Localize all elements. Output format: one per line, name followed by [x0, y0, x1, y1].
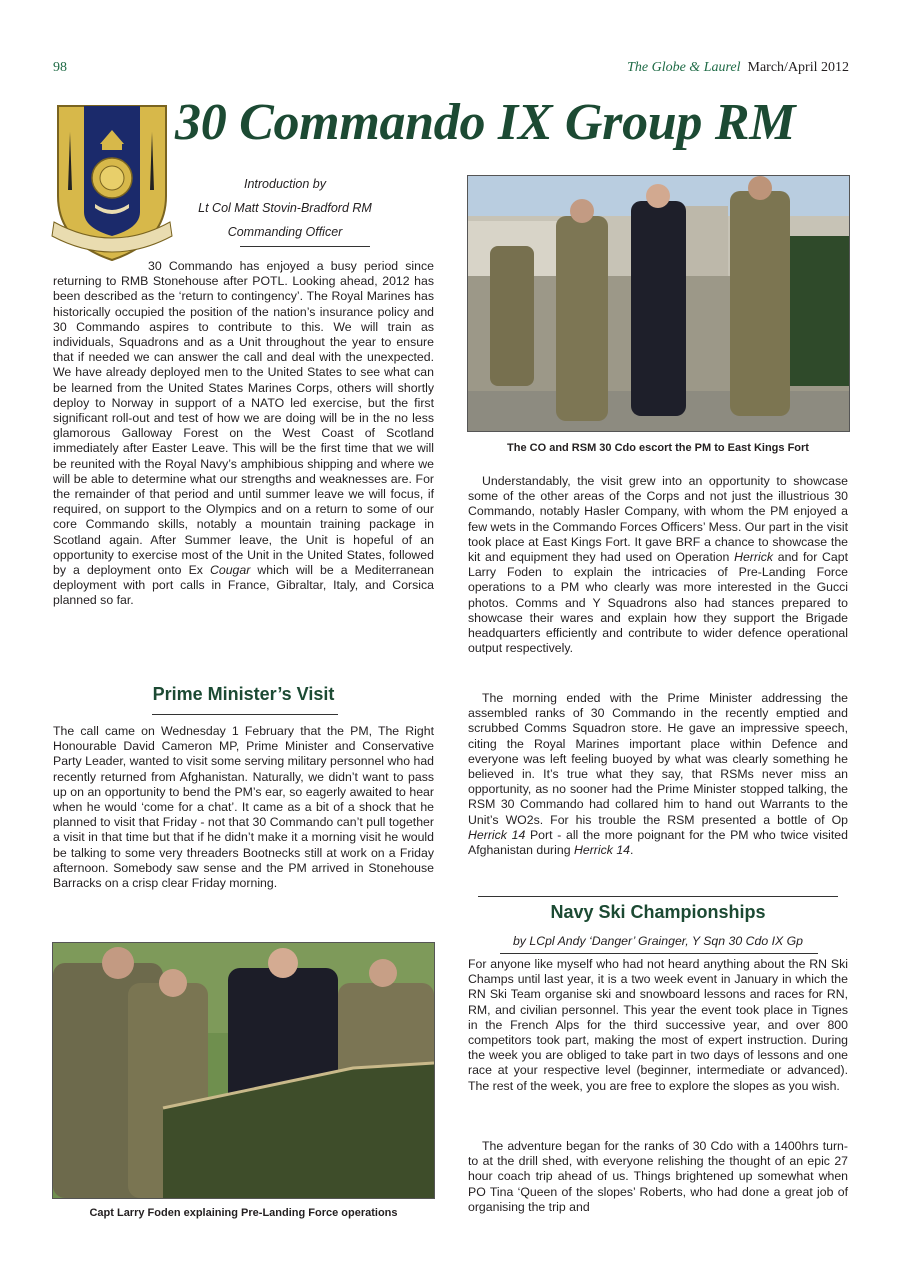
visit-text-a: Understandably, the visit grew into an opportunity to showcase some of the other areas of the Corps and not just the illustrious 30 Commando, notably Hasler Company, with whom the PM enjoyed a few wets in the Commando Forces Officers’ Mess. Our part in the visit took place at East Kings Fort. It gave BRF a chance to showcase the kit and equipment they had used on Operation: [468, 474, 848, 565]
intro-author: Lt Col Matt Stovin-Bradford RM: [198, 201, 372, 215]
speech-text-c: .: [630, 843, 634, 858]
photo-caption: The CO and RSM 30 Cdo escort the PM to East Kings Fort: [507, 442, 809, 454]
intro-text: 30 Commando has enjoyed a busy period since returning to RMB Stonehouse after POTL. Looking ahead, 2012 has been described as the ‘return to contingency’. The Royal Marines has historically occupied the position of the nation’s insurance policy and 30 Commando aspires to contribute to this. We will train as individuals, Squadrons and as a Unit throughout the year to ensure that if needed we can answer the call and deal with the unexpected. We have already deployed men to the United States to see what can be learned from the United States Marines Corps, others will shortly deploy to Norway in support of a NATO led exercise, but the first significant roll-out and test of how we are doing will be in the no less glamorous Galloway Forest on the West Coast of Scotland immediately after Easter Leave. This will be the first time that we will be reunited with the Royal Navy’s amphibious shipping and where we will be able to determine what our strengths and weaknesses are. For the remainder of that period and until summer leave we will focus, if required, on support to the Olympics and on a return to some of our core Commando skills, notably a mountain training package in Scotland again. After Summer leave, the Unit is hopeful of an opportunity to exercise most of the Unit in the United States, followed by a deployment onto Ex: [53, 259, 434, 578]
publication-name: The Globe & Laurel: [627, 60, 741, 75]
running-header: [627, 60, 849, 76]
pm-heading-divider: [152, 714, 338, 715]
issue-date: March/April 2012: [747, 60, 849, 75]
section-heading-pm-visit: Prime Minister’s Visit: [152, 684, 335, 704]
photo-caption: Capt Larry Foden explaining Pre-Landing Force operations: [89, 1207, 398, 1219]
intro-role: Commanding Officer: [227, 225, 343, 239]
intro-line-1: Introduction by: [244, 177, 326, 191]
exercise-name: Cougar: [210, 563, 251, 578]
intro-paragraph: [53, 259, 434, 609]
speech-text-b: Port - all the more poignant for the PM who twice visited Afghanistan during: [468, 827, 848, 858]
visit-paragraph: [468, 474, 848, 656]
section-divider: [478, 896, 838, 897]
intro-divider: [240, 246, 370, 247]
pm-paragraph: The call came on Wednesday 1 February that the PM, The Right Honourable David Cameron MP, Prime Minister and Conservative Party Leader, wanted to visit some serving military personnel who had recently returned from Afghanistan. Naturally, we didn’t want to pass up on an opportunity to bend the PM’s ear, so eagerly awaited to hear when he would ‘come for a chat’. It came as a bit of a shock that he planned to visit that Friday - not that 30 Commando can’t pull together a visit in that time but that if he didn’t make it a morning visit he would be talking to some very threaders Bootnecks still at work on a Friday afternoon. Somebody saw sense and the PM arrived in Stonehouse Barracks on a crisp clear Friday morning.: [53, 724, 434, 891]
photo-pm-escort: [467, 175, 850, 432]
visit-text-b: and for Capt Larry Foden to explain the intricacies of Pre-Landing Force operations to a PM who clearly was more interested in the Gucci photos. Comms and Y Squadrons also had stances prepared to showcase their wares and explain how they support the Brigade headquarters efficiently and contribute to wider defence operational output respectively.: [468, 550, 848, 656]
byline-divider: [500, 953, 818, 954]
photo-pre-landing-briefing: [52, 942, 435, 1199]
operation-name: Herrick 14: [573, 843, 631, 858]
royal-marines-crest-icon: [50, 104, 174, 264]
introduction-credit: [190, 172, 380, 244]
intro-tail: which will be a Mediterranean deployment with port calls in France, Gibraltar, Italy, and Corsica planned so far.: [53, 563, 434, 608]
operation-name: Herrick: [734, 550, 774, 565]
ski-paragraph-1: For anyone like myself who had not heard anything about the RN Ski Champs until last year, it is a two week event in January in which the RN Ski Team organise ski and snowboard lessons and races for RN, RM, and civilian personnel. This year the event took place in Tignes in the French Alps for the third successive year, and over 800 competitors took part, making the most of expert instruction. During the week you are obliged to take part in two days of lessons and one race at your respective level (beginner, intermediate or advanced). The rest of the week, you are free to explore the slopes as you wish.: [468, 957, 848, 1093]
ski-paragraph-2: The adventure began for the ranks of 30 Cdo with a 1400hrs turn-to at the drill shed, with everyone relishing the thought of an epic 27 hour coach trip ahead of us. Things brightened up somewhat when PO Tina ‘Queen of the slopes’ Roberts, who had done a great job of organising the trip and: [468, 1139, 848, 1214]
operation-name: Herrick 14: [468, 827, 526, 842]
page-title: 30 Commando IX Group RM: [175, 94, 796, 151]
section-heading-ski: Navy Ski Championships: [550, 902, 766, 922]
page-number: 98: [53, 60, 67, 75]
speech-paragraph: [468, 691, 848, 858]
ski-byline: by LCpl Andy ‘Danger’ Grainger, Y Sqn 30 Cdo IX Gp: [512, 934, 804, 948]
speech-text-a: The morning ended with the Prime Minister addressing the assembled ranks of 30 Commando in the recently emptied and scrubbed Comms Squadron store. He gave an impressive speech, citing the Royal Marines important place within Defence and everyone was left feeling buoyed by what was clearly something he believed in. It’s true what they say, that RSMs never miss an opportunity, as no sooner had the Prime Minister stopped talking, the RSM 30 Commando had collared him to hand out Warrants to the Unit’s WO2s. For his trouble the RSM presented a bottle of Op: [468, 691, 848, 827]
